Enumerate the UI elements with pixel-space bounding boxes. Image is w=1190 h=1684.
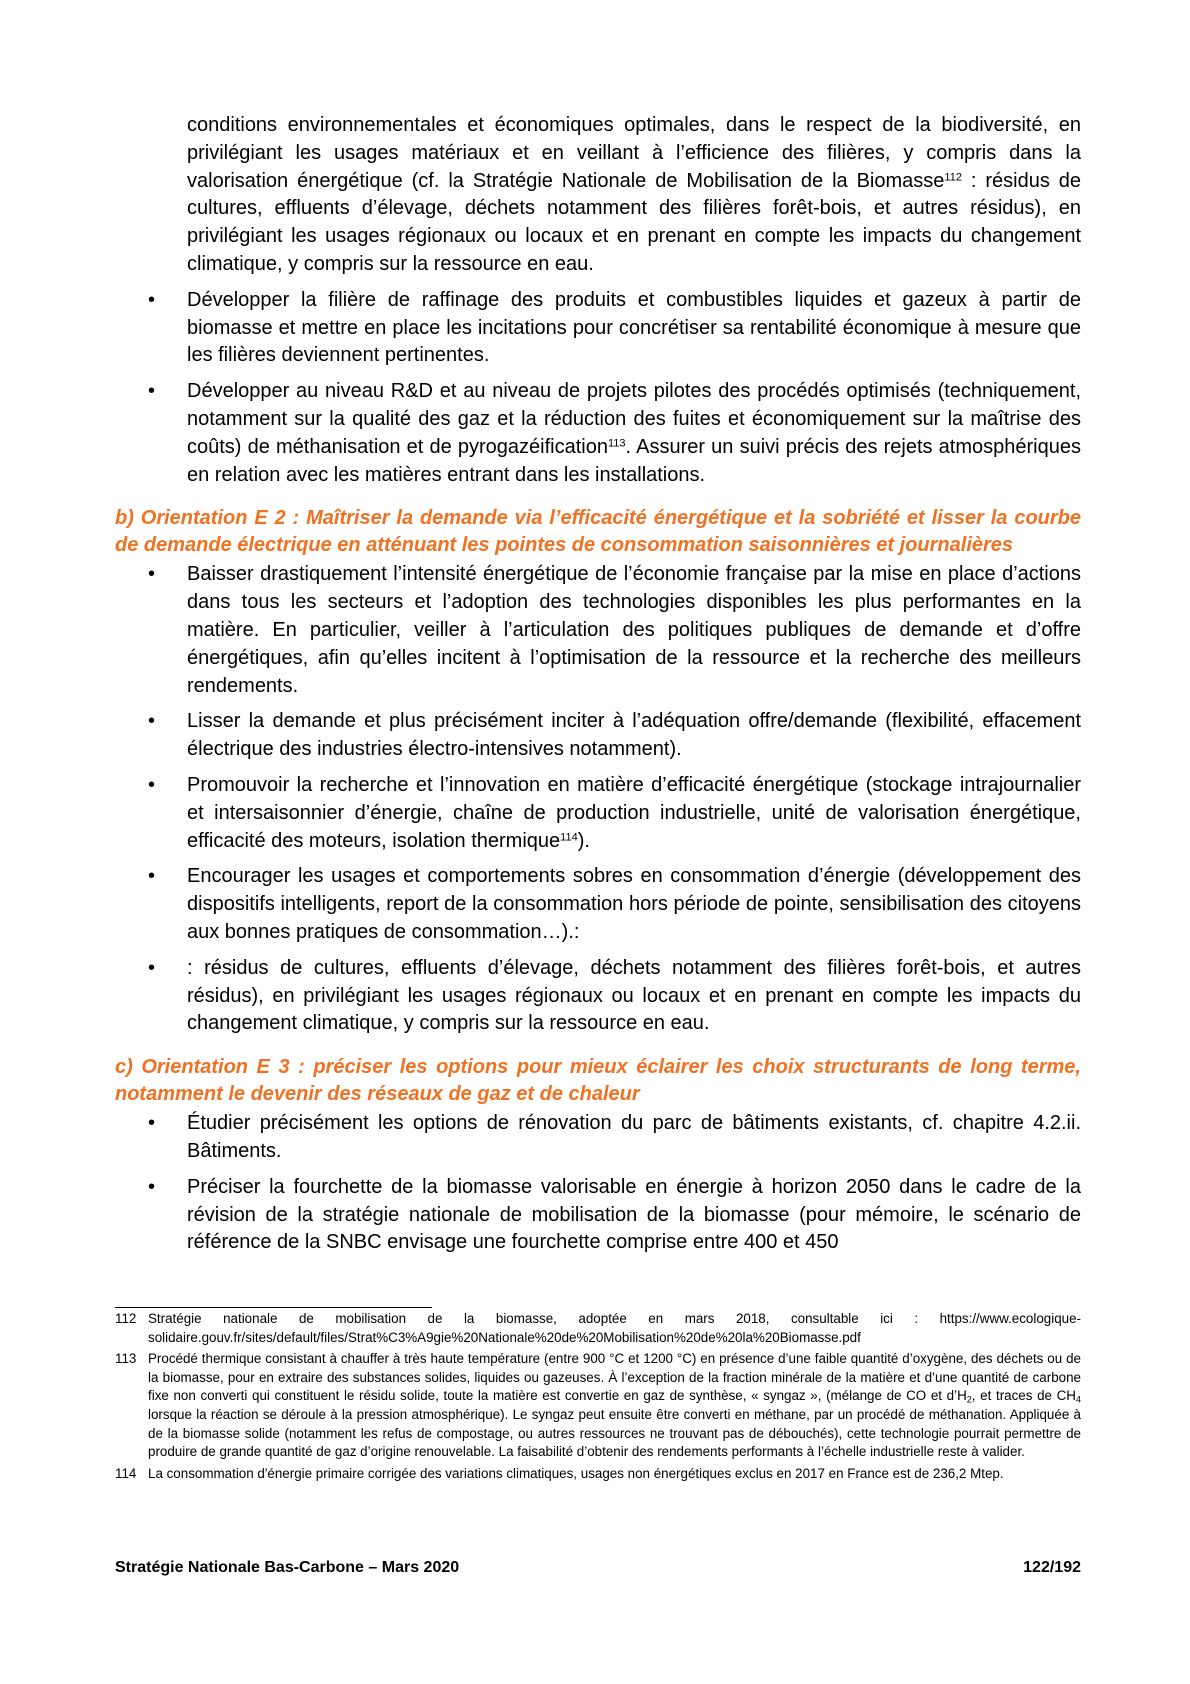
footnote-number: 113	[115, 1351, 137, 1367]
list-item	[115, 708, 1081, 764]
bullet-icon: •	[148, 773, 156, 796]
footnote-text: La consommation d'énergie primaire corrigée des variations climatiques, usages non énergétiques exclus en 2017 en France est de 236,2 Mtep.	[148, 1465, 1004, 1481]
bullet-icon: •	[148, 563, 156, 586]
footer-title: Stratégie Nationale Bas-Carbone – Mars 2020	[115, 1559, 460, 1576]
list-item	[115, 1174, 1081, 1257]
list-item-text: Encourager les usages et comportements sobres en consommation d’énergie (développement des dispositifs intelligents, report de la consommation hors période de pointe, sensibilisation des citoyens aux bonnes pratiques de consommation…).:	[187, 865, 1081, 943]
list-item	[115, 287, 1081, 370]
footnote-ref-113[interactable]: 113	[607, 437, 626, 450]
bullet-icon: •	[148, 380, 156, 403]
section-a-list	[115, 287, 1081, 490]
footnote-separator	[115, 1307, 432, 1308]
footnote-number: 114	[115, 1465, 137, 1481]
bullet-icon: •	[148, 1175, 156, 1198]
footnote-text: Procédé thermique consistant à chauffer à très haute température (entre 900 °C et 1200 °C) en présence d’une faible quantité d’oxygène, des déchets ou de la biomasse, pour en extraire des substances solides, liquides ou gazeuses. À l’exception de la fraction minérale de la matière et d’une quantité de carbone fixe non converti qui constituent le résidu solide, toute la matière est convertie en gaz de synthèse, « syngaz », (mélange de CO et d’H	[148, 1351, 1081, 1404]
footnote-112	[115, 1310, 1081, 1347]
list-item	[115, 955, 1081, 1038]
intro-text: conditions environnementales et économiques optimales, dans le respect de la biodiversité, en privilégiant les usages matériaux et en veillant à l’efficience des filières, y compris dans la valorisation énergétique (cf. la Stratégie Nationale de Mobilisation de la Biomasse	[187, 114, 1081, 192]
footnote-113	[115, 1350, 1081, 1462]
footnote-text-cont: , et traces de CH	[971, 1388, 1076, 1404]
section-c-list	[115, 1110, 1081, 1257]
bullet-icon: •	[148, 956, 156, 979]
list-item-text: Préciser la fourchette de la biomasse valorisable en énergie à horizon 2050 dans le cadre de la révision de la stratégie nationale de mobilisation de la biomasse (pour mémoire, le scénario de référence de la SNBC envisage une fourchette comprise entre 400 et 450	[187, 1175, 1081, 1254]
list-item	[115, 561, 1081, 700]
list-item-text: Développer la filière de raffinage des produits et combustibles liquides et gazeux à partir de biomasse et mettre en place les incitations pour concrétiser sa rentabilité économique à mesure que les filières deviennent pertinentes.	[187, 288, 1081, 367]
list-item-text: Baisser drastiquement l’intensité énergétique de l’économie française par la mise en place d’actions dans tous les secteurs et l’adoption des technologies disponibles les plus performantes en la matière. En particulier, veiller à l’articulation des politiques publiques de demande et d’offre énergétiques, afin qu’elles incitent à l’optimisation de la ressource et la recherche des meilleurs rendements.	[187, 563, 1081, 697]
section-heading-c: c) Orientation E 3 : préciser les options pour mieux éclairer les choix structurants de long terme, notamment le devenir des réseaux de gaz et de chaleur	[115, 1056, 1081, 1106]
footnote-ref-114[interactable]: 114	[560, 830, 578, 843]
bullet-icon: •	[148, 288, 156, 311]
list-item-text: Étudier précisément les options de rénovation du parc de bâtiments existants, cf. chapitre 4.2.ii. Bâtiments.	[187, 1112, 1081, 1162]
footnote-text-cont: lorsque la réaction se déroule à la pression atmosphérique). Le syngaz peut ensuite être converti en méthane, par un procédé de méthanation. Appliquée à de la biomasse solide (notamment les refus de compostage, ou autres ressources ne trouvant pas de débouchés), cette technologie pourrait permettre de produire de grande quantité de gaz d’origine renouvelable. La faisabilité d’obtenir des rendements performants à l’échelle industrielle reste à valider.	[148, 1406, 1081, 1460]
list-item-text: Lisser la demande et plus précisément inciter à l’adéquation offre/demande (flexibilité, effacement électrique des industries électro-intensives notamment).	[187, 710, 1081, 761]
footnote-114	[115, 1465, 1081, 1484]
subscript: 2	[966, 1394, 972, 1405]
list-item-text-cont: . Assurer un suivi précis des rejets atmosphériques en relation avec les matières entrant dans les installations.	[187, 435, 1081, 486]
bullet-icon: •	[148, 710, 156, 733]
footnote-number: 112	[115, 1311, 137, 1326]
list-item-text: Développer au niveau R&D et au niveau de projets pilotes des procédés optimisés (techniquement, notamment sur la qualité des gaz et la réduction des fuites et économiquement sur la maîtrise des coûts) de méthanisation et de pyrogazéification	[187, 380, 1081, 458]
intro-paragraph	[187, 112, 1081, 279]
footnotes	[115, 1310, 1081, 1486]
footnote-text: Stratégie nationale de mobilisation de la biomasse, adoptée en mars 2018, consultable ici : https://www.ecologique-solidaire.gouv.fr/sites/default/files/Strat%C3%A9gie%20Nationale%20de%20Mobilisation%20de%20la%20Biomasse.pdf	[148, 1311, 1081, 1345]
list-item	[115, 378, 1081, 489]
list-item-text: : résidus de cultures, effluents d’élevage, déchets notamment des filières forêt-bois, et autres résidus), en privilégiant les usages régionaux ou locaux et en prenant en compte les impacts du changement climatique, y compris sur la ressource en eau.	[187, 956, 1081, 1035]
footnote-ref-112[interactable]: 112	[944, 171, 962, 183]
list-item-text: Promouvoir la recherche et l’innovation en matière d’efficacité énergétique (stockage intrajournalier et intersaisonnier d’énergie, chaîne de production industrielle, unité de valorisation énergétique, efficacité des moteurs, isolation thermique	[187, 773, 1081, 852]
list-item	[115, 772, 1081, 855]
body-content	[115, 112, 1081, 1257]
list-item-text-cont: ).	[577, 829, 590, 852]
list-item	[115, 863, 1081, 946]
section-heading-b: b) Orientation E 2 : Maîtriser la demande via l’efficacité énergétique et la sobriété et lisser la courbe de demande électrique en atténuant les pointes de consommation saisonnières et journalières	[115, 507, 1081, 557]
section-b-list	[115, 561, 1081, 1038]
page-number: 122/192	[1023, 1559, 1081, 1576]
list-item	[115, 1110, 1081, 1166]
subscript: 4	[1075, 1394, 1081, 1405]
bullet-icon: •	[148, 865, 156, 888]
bullet-icon: •	[148, 1112, 156, 1135]
intro-text-cont: : résidus de cultures, effluents d’élevage, déchets notamment des filières forêt-bois, et autres résidus), en privilégiant les usages régionaux ou locaux et en prenant en compte les impacts du changement climatique, y compris sur la ressource en eau.	[187, 169, 1081, 275]
